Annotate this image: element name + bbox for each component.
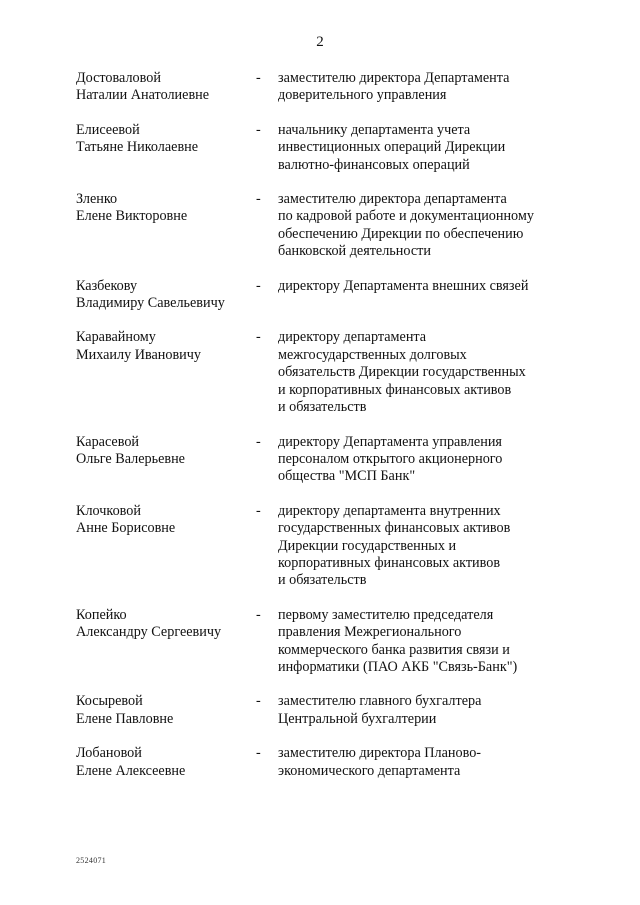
person-name <box>76 122 256 157</box>
position-title: заместителю директора Планово- экономического департамента <box>278 745 482 779</box>
dash-separator: - <box>256 693 261 710</box>
person-name <box>76 693 256 728</box>
surname: Зленко <box>76 191 118 208</box>
list-item <box>76 278 576 313</box>
given-names: Елене Викторовне <box>76 208 188 225</box>
position-title: первому заместителю председателя правления Межрегионального коммерческого банка развития связи и информатики (ПАО АКБ "Связь-Банк") <box>278 606 518 675</box>
dash-separator: - <box>256 502 261 519</box>
page-number: 2 <box>316 34 324 50</box>
given-names: Елене Павловне <box>76 710 174 727</box>
surname: Достоваловой <box>76 70 161 86</box>
position-title: начальнику департамента учета инвестиционных операций Дирекции валютно-финансовых операций <box>278 121 506 173</box>
person-name <box>76 278 256 313</box>
position-title: директору департамента межгосударственных долговых обязательств Дирекции государственных и корпоративных финансовых активов и обязательств <box>278 329 526 416</box>
list-item <box>76 745 576 780</box>
position-title: заместителю директора департамента по кадровой работе и документационному обеспечению Дирекции по обеспечению банковской деятельности <box>278 191 534 260</box>
list-item <box>76 693 576 728</box>
person-name <box>76 329 256 364</box>
surname: Клочковой <box>76 502 141 519</box>
given-names: Елене Алексеевне <box>76 762 186 779</box>
surname: Копейко <box>76 606 127 623</box>
dash-separator: - <box>256 329 261 346</box>
given-names: Татьяне Николаевне <box>76 139 199 156</box>
given-names: Михаилу Ивановичу <box>76 346 201 363</box>
person-name <box>76 745 256 780</box>
person-name <box>76 503 256 538</box>
person-name <box>76 70 256 105</box>
surname: Елисеевой <box>76 121 140 138</box>
surname: Казбекову <box>76 277 138 294</box>
document-code: 2524071 <box>76 856 107 865</box>
surname: Косыревой <box>76 693 143 710</box>
surname: Карасевой <box>76 433 140 450</box>
dash-separator: - <box>256 191 261 208</box>
person-name <box>76 607 256 642</box>
appointment-list <box>76 70 576 780</box>
position-title: директору департамента внутренних государственных финансовых активов Дирекции государственных и корпоративных финансовых активов и обязательств <box>278 502 511 589</box>
dash-separator: - <box>256 70 261 86</box>
given-names: Наталии Анатолиевне <box>76 87 210 104</box>
position-title: директору Департамента внешних связей <box>278 277 529 294</box>
given-names: Анне Борисовне <box>76 520 176 537</box>
list-item <box>76 122 576 174</box>
list-item <box>76 329 576 416</box>
given-names: Александру Сергеевичу <box>76 624 222 641</box>
list-item <box>76 607 576 677</box>
position-title: директору Департамента управления персоналом открытого акционерного общества "МСП Банк" <box>278 433 503 485</box>
surname: Каравайному <box>76 329 156 346</box>
position-title: заместителю главного бухгалтера Центральной бухгалтерии <box>278 693 482 727</box>
given-names: Владимиру Савельевичу <box>76 295 225 312</box>
list-item <box>76 191 576 261</box>
dash-separator: - <box>256 745 261 762</box>
list-item <box>76 503 576 590</box>
position-title: заместителю директора Департамента доверительного управления <box>278 70 510 104</box>
list-item <box>76 434 576 486</box>
list-item <box>76 70 576 105</box>
dash-separator: - <box>256 433 261 450</box>
surname: Лобановой <box>76 745 142 762</box>
given-names: Ольге Валерьевне <box>76 450 185 467</box>
dash-separator: - <box>256 606 261 623</box>
person-name <box>76 434 256 469</box>
person-name <box>76 191 256 226</box>
dash-separator: - <box>256 277 261 294</box>
dash-separator: - <box>256 121 261 138</box>
